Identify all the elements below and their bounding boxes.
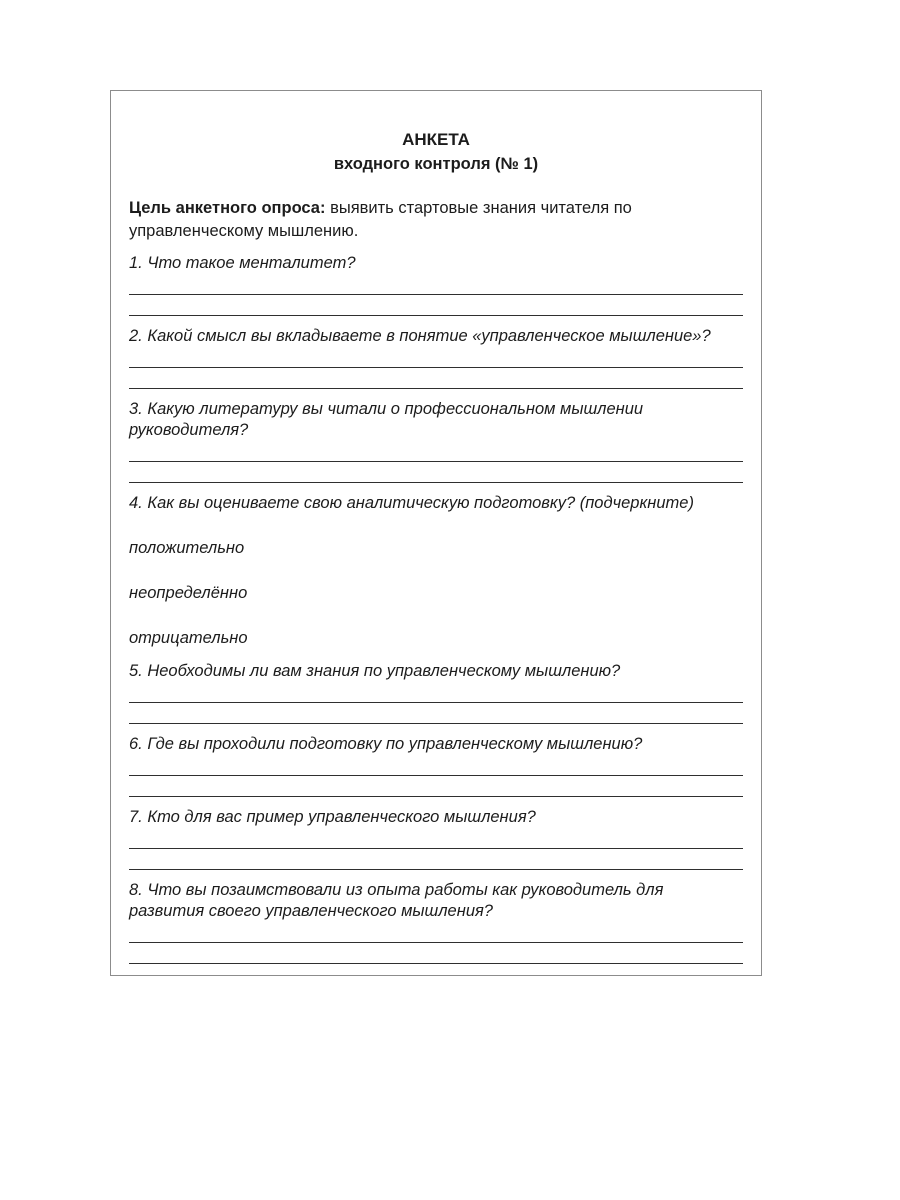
question-block-5 xyxy=(129,661,743,724)
answer-lines xyxy=(129,755,743,797)
option-item: отрицательно xyxy=(129,629,248,647)
answer-line xyxy=(129,828,743,849)
form-subtitle: входного контроля (№ 1) xyxy=(333,155,539,173)
answer-lines xyxy=(129,347,743,389)
answer-line xyxy=(129,368,743,389)
question-block-4 xyxy=(129,493,743,649)
answer-lines xyxy=(129,922,743,964)
answer-line xyxy=(129,922,743,943)
question-text: 6. Где вы проходили подготовку по управленческому мышлению? xyxy=(129,735,643,753)
answer-line xyxy=(129,849,743,870)
answer-line xyxy=(129,347,743,368)
options-list xyxy=(129,538,743,649)
answer-lines xyxy=(129,274,743,316)
answer-line xyxy=(129,462,743,483)
answer-lines xyxy=(129,682,743,724)
purpose-label: Цель анкетного опроса: xyxy=(129,199,326,217)
form-title: АНКЕТА xyxy=(402,130,470,149)
question-block-6 xyxy=(129,734,743,797)
option-item: неопределённо xyxy=(129,584,248,602)
question-text: 2. Какой смысл вы вкладываете в понятие «управленческое мышление»? xyxy=(129,327,711,345)
purpose xyxy=(129,197,743,243)
answer-line xyxy=(129,682,743,703)
answer-line xyxy=(129,274,743,295)
question-block-8 xyxy=(129,880,743,964)
question-block-3 xyxy=(129,399,743,483)
answer-line xyxy=(129,943,743,964)
question-block-7 xyxy=(129,807,743,870)
question-text: 4. Как вы оцениваете свою аналитическую подготовку? (подчеркните) xyxy=(129,494,694,512)
question-text: 7. Кто для вас пример управленческого мышления? xyxy=(129,808,536,826)
purpose-text: выявить стартовые знания читателя по управленческому мышлению. xyxy=(129,199,632,240)
question-text: 1. Что такое менталитет? xyxy=(129,254,356,272)
answer-lines xyxy=(129,441,743,483)
answer-line xyxy=(129,776,743,797)
answer-line xyxy=(129,441,743,462)
questionnaire-page xyxy=(110,90,762,976)
question-text: 5. Необходимы ли вам знания по управленческому мышлению? xyxy=(129,662,621,680)
question-block-2 xyxy=(129,326,743,389)
answer-line xyxy=(129,755,743,776)
answer-line xyxy=(129,703,743,724)
answer-lines xyxy=(129,828,743,870)
question-block-1 xyxy=(129,253,743,316)
question-text: 3. Какую литературу вы читали о профессиональном мышлении руководителя? xyxy=(129,400,644,439)
option-item: положительно xyxy=(129,539,245,557)
answer-line xyxy=(129,295,743,316)
question-text: 8. Что вы позаимствовали из опыта работы как руководитель для развития своего управленческого мышления? xyxy=(129,881,664,920)
